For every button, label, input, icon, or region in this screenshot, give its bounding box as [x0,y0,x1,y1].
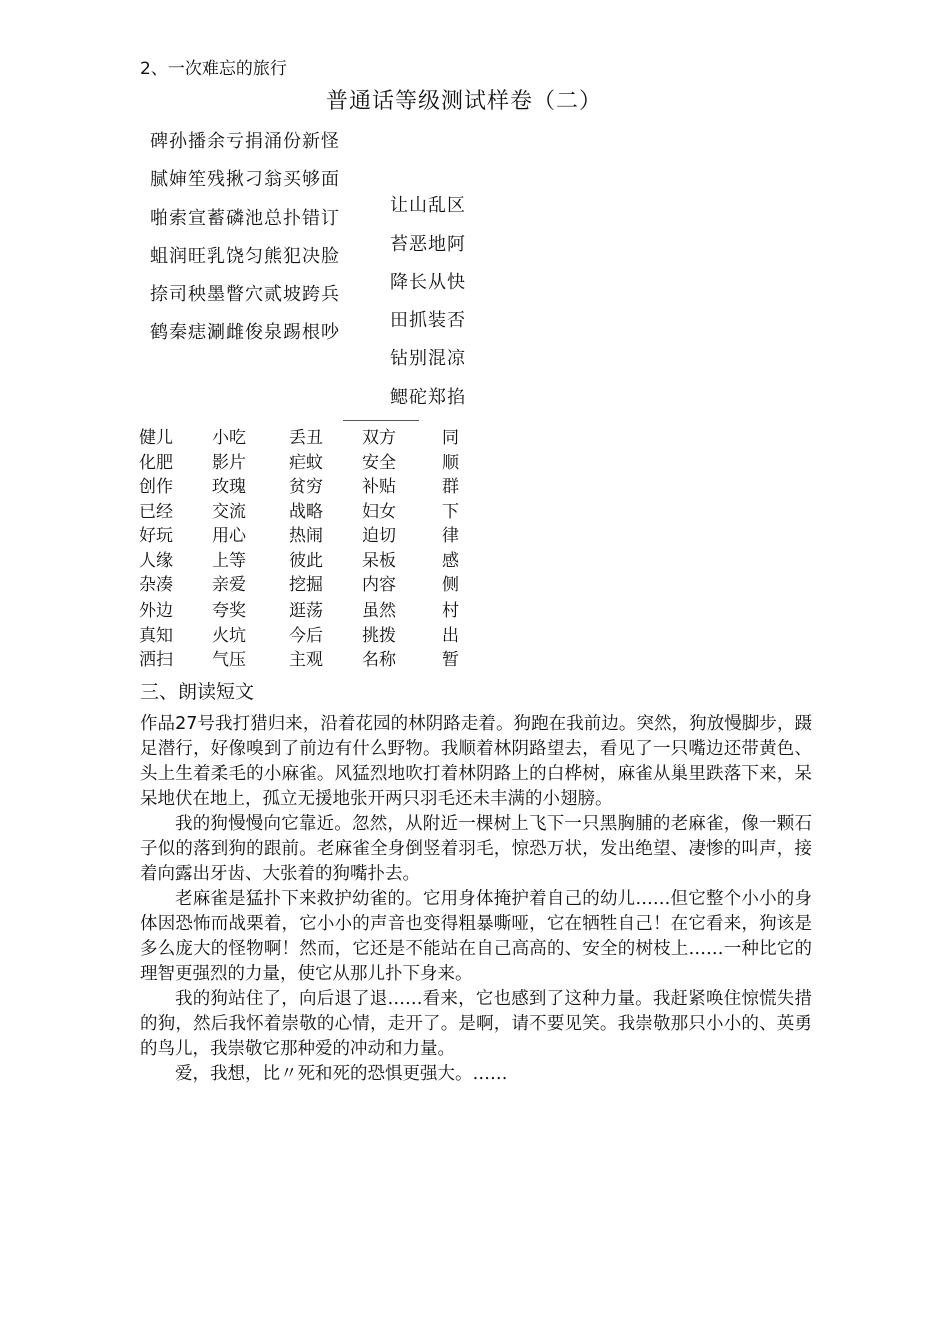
word-item: 挖掘 [289,575,323,595]
word-item: 战略 [289,502,323,522]
word-item: 挑拨 [362,626,396,646]
passage-paragraph: 爱，我想，比〃死和死的恐惧更强大。…… [175,1064,508,1084]
word-item: 真知 [139,626,173,646]
word-item: 杂凑 [139,575,173,595]
word-item: 热闹 [289,526,323,546]
word-item: 火坑 [212,626,246,646]
word-item: 小吃 [212,428,246,448]
word-item: 村 [442,601,459,621]
topic-line: 2、一次难忘的旅行 [140,59,287,79]
reading-passage [140,712,812,1087]
word-item: 律 [442,526,459,546]
char-row: 钻别混凉 [390,348,466,369]
word-item: 外边 [139,601,173,621]
word-item: 同 [442,428,459,448]
char-row: 鳃砣郑掐 [390,387,466,408]
word-item: 顺 [442,453,459,473]
word-item: 主观 [289,650,323,670]
paragraph-text: 号我打猎归来，沿着花园的林阴路走着。狗跑在我前边。突然，狗放慢脚步，蹑足潜行，好像嗅到了前边有什么野物。我顺着林阴路望去，看见了一只嘴边还带黄色、头上生着柔毛的小麻雀。风猛烈地吹打着林阴路上的白桦树，麻雀从巢里跌落下来，呆呆地伏在地上，孤立无援地张开两只羽毛还未丰满的小翅膀。 [140,714,813,809]
word-item: 彼此 [289,551,323,571]
word-item: 感 [442,551,459,571]
work-number: 27 [175,714,198,734]
word-item: 健儿 [139,428,173,448]
word-item: 下 [442,502,459,522]
word-item: 影片 [212,453,246,473]
word-item: 化肥 [139,453,173,473]
word-item: 暂 [442,650,459,670]
char-row: 让山乱区 [390,195,466,216]
divider [343,420,419,421]
char-row: 田抓装否 [390,310,466,331]
word-item: 虽然 [362,601,396,621]
word-item: 出 [442,626,459,646]
word-item: 逛荡 [289,601,323,621]
word-item: 用心 [212,526,246,546]
word-item: 洒扫 [139,650,173,670]
char-row: 蛆润旺乳饶匀熊犯决脸 [150,246,340,267]
char-row: 降长从快 [390,272,466,293]
char-row: 捺司秧墨瞥穴贰坡跨兵 [150,284,340,305]
word-item: 补贴 [362,477,396,497]
page-title: 普通话等级测试样卷（二） [326,89,603,114]
char-row: 啪索宣蓄磷池总扑错订 [150,208,340,229]
passage-paragraph: 我的狗慢慢向它靠近。忽然，从附近一棵树上飞下一只黑胸脯的老麻雀，像一颗石子似的落到狗的跟前。老麻雀全身倒竖着羽毛，惊恐万状，发出绝望、凄惨的叫声，接着向露出牙齿、大张着的狗嘴扑去。 [140,814,812,884]
word-item: 交流 [212,502,246,522]
word-item: 迫切 [362,526,396,546]
passage-paragraph: 老麻雀是猛扑下来救护幼雀的。它用身体掩护着自己的幼儿……但它整个小小的身体因恐怖而战栗着，它小小的声音也变得粗暴嘶哑，它在牺牲自己！在它看来，狗该是多么庞大的怪物啊！然而，它还是不能站在自己高高的、安全的树枝上……一种比它的理智更强烈的力量，使它从那儿扑下身来。 [140,889,812,984]
char-row: 碑孙播余亏捐涌份新怪 [150,131,340,152]
char-row: 鹤秦痣涮雌俊泉踢根吵 [150,322,340,343]
word-item: 已经 [139,502,173,522]
word-item: 侧 [442,575,459,595]
section-heading: 三、朗读短文 [140,681,255,703]
word-item: 气压 [212,650,246,670]
word-item: 好玩 [139,526,173,546]
word-item: 妇女 [362,502,396,522]
char-row: 腻婶笙残揪刁翁买够面 [150,169,340,190]
word-item: 呆板 [362,551,396,571]
passage-paragraph: 我的狗站住了，向后退了退……看来，它也感到了这种力量。我赶紧唤住惊慌失措的狗，然后我怀着崇敬的心情，走开了。是啊，请不要见笑。我崇敬那只小小的、英勇的鸟儿，我崇敬它那种爱的冲动和力量。 [140,989,812,1059]
word-item: 亲爱 [212,575,246,595]
word-item: 人缘 [139,551,173,571]
word-item: 夸奖 [212,601,246,621]
word-item: 名称 [362,650,396,670]
passage-paragraph [140,712,812,812]
word-item: 双方 [362,428,396,448]
word-item: 群 [442,477,459,497]
word-item: 安全 [362,453,396,473]
word-item: 疟蚊 [289,453,323,473]
word-item: 丢丑 [289,428,323,448]
word-item: 贫穷 [289,477,323,497]
work-label: 作品 [140,714,176,734]
word-item: 今后 [289,626,323,646]
word-item: 内容 [362,575,396,595]
char-row: 苔恶地阿 [390,234,466,255]
word-item: 玫瑰 [212,477,246,497]
word-item: 上等 [212,551,246,571]
word-item: 创作 [139,477,173,497]
